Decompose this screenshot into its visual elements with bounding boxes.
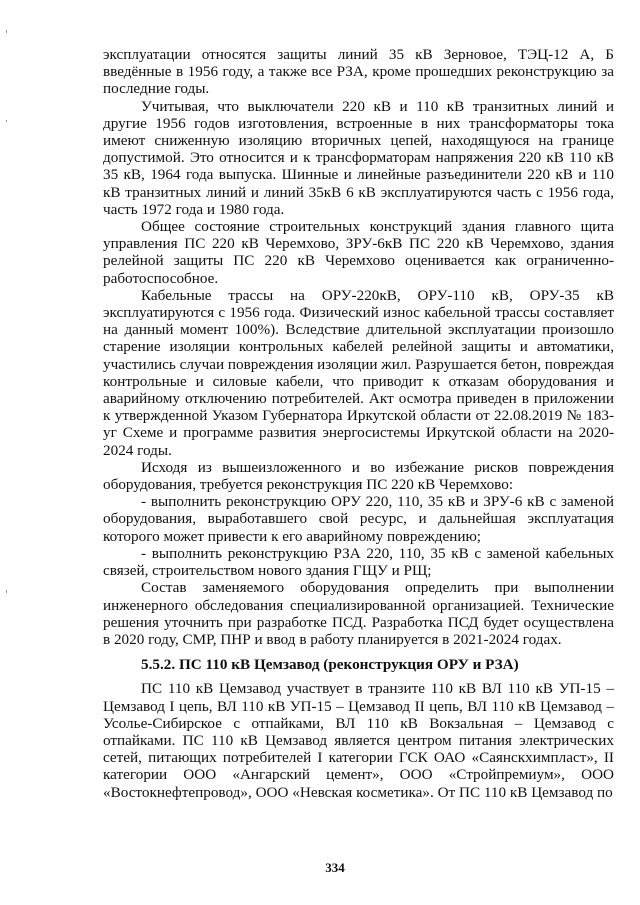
scan-margin-mark: [6, 590, 7, 593]
page-number: 334: [325, 860, 345, 875]
paragraph: Учитывая, что выключатели 220 кВ и 110 кВ транзитных линий и другие 1956 годов изготовления, встроенные в них трансформаторы тока имеют сниженную изоляцию вторичных цепей, находящуюся на границе допустимой. Это относится и к трансформаторам напряжения 220 кВ 110 кВ 35 кВ, 1964 года выпуска. Шинные и линейные разъединители 220 кВ и 110 кВ транзитных линий и линий 35кВ 6 кВ эксплуатируются часть с 1956 года, часть 1972 года и 1980 года.: [103, 97, 614, 218]
list-item: - выполнить реконструкцию ОРУ 220, 110, 35 кВ и ЗРУ-6 кВ с заменой оборудования, выработавшего свой ресурс, и дальнейшая эксплуатация которого может привести к его аварийному повреждению;: [103, 493, 614, 545]
section-heading: 5.5.2. ПС 110 кВ Цемзавод (реконструкция ОРУ и РЗА): [141, 656, 519, 674]
paragraph: Исходя из вышеизложенного и во избежание рисков повреждения оборудования, требуется реконструкция ПС 220 кВ Черемхово:: [103, 458, 614, 494]
list-item: - выполнить реконструкцию РЗА 220, 110, 35 кВ с заменой кабельных связей, строительством нового здания ГЩУ и РЩ;: [103, 544, 614, 580]
paragraph: Состав заменяемого оборудования определить при выполнении инженерного обследования специализированной организацией. Технические решения уточнить при разработке ПСД. Разработка ПСД будет осуществлена в 2020 году, СМР, ПНР и ввод в работу планируется в 2021-2024 годах.: [103, 579, 614, 648]
scan-margin-mark: [6, 120, 7, 122]
scan-margin-mark: [6, 30, 7, 33]
document-body: [103, 46, 614, 801]
paragraph: эксплуатации относятся защиты линий 35 кВ Зерновое, ТЭЦ-12 А, Б введённые в 1956 году, а также все РЗА, кроме прошедших реконструкцию за последние годы.: [103, 46, 614, 98]
paragraph: Общее состояние строительных конструкций здания главного щита управления ПС 220 кВ Черемхово, ЗРУ-6кВ ПС 220 кВ Черемхово, здания релейной защиты ПС 220 кВ Черемхово оценивается как ограниченно-работоспособное.: [103, 218, 614, 287]
paragraph: ПС 110 кВ Цемзавод участвует в транзите 110 кВ ВЛ 110 кВ УП-15 – Цемзавод I цепь, ВЛ 110 кВ УП-15 – Цемзавод II цепь, ВЛ 110 кВ Цемзавод – Усолье-Сибирское с отпайками, ВЛ 110 кВ Вокзальная – Цемзавод с отпайками. ПС 110 кВ Цемзавод является центром питания электрических сетей, питающих потребителей I категории ГСК ОАО «Саянскхимпласт», II категории ООО «Ангарский цемент», ООО «Стройпремиум», ООО «Востокнефтепровод», ООО «Невская косметика». От ПС 110 кВ Цемзавод по: [103, 680, 614, 801]
paragraph: Кабельные трассы на ОРУ-220кВ, ОРУ-110 кВ, ОРУ-35 кВ эксплуатируются с 1956 года. Физический износ кабельной трассы составляет на данный момент 100%). Вследствие длительной эксплуатации произошло старение изоляции контрольных кабелей релейной защиты и автоматики, участились случаи повреждения изоляции жил. Разрушается бетон, повреждая контрольные и силовые кабели, что приводит к отказам оборудования и аварийному отключению потребителей. Акт осмотра приведен в приложении к утвержденной Указом Губернатора Иркутской области от 22.08.2019 № 183-уг Схеме и программе развития энергосистемы Иркутской области на 2020-2024 годы.: [103, 286, 614, 459]
